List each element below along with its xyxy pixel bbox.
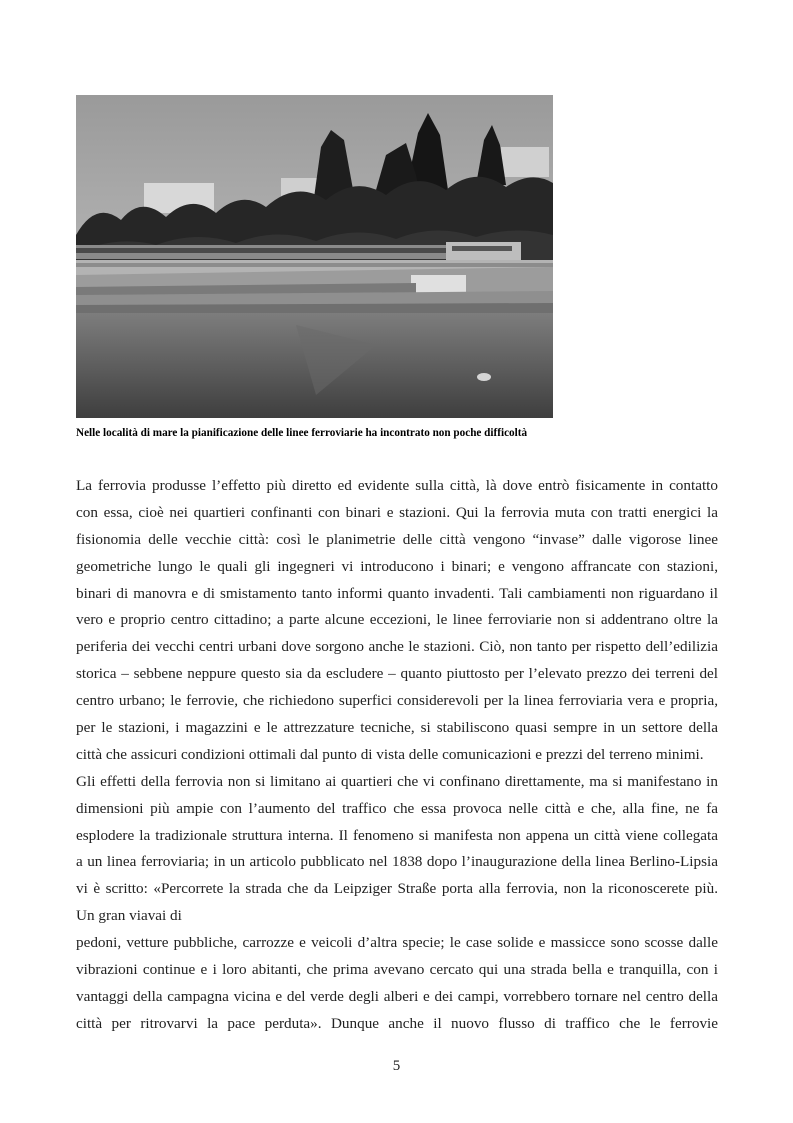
figure-caption: Nelle località di mare la pianificazione delle linee ferroviarie ha incontrato non poche difficoltà <box>76 427 528 439</box>
text-line: vi è scritto: «Percorrete la strada che da Leipziger Straße porta alla ferrovia, non la riconoscerete più. <box>76 881 718 898</box>
text-line: con essa, cioè nei quartieri confinanti con binari e stazioni. Qui la ferrovia muta con tratti energici la <box>76 504 718 521</box>
body-text <box>76 478 718 1043</box>
text-line: fisionomia delle vecchie città: così le planimetrie delle città vengono “invase” dalle vigorose linee <box>76 531 718 548</box>
text-line: La ferrovia produsse l’effetto più diretto ed evidente sulla città, là dove entrò fisicamente in contatto <box>76 478 718 494</box>
text-line: esplodere la tradizionale struttura interna. Il fenomeno si manifesta non appena un città viene collegata <box>76 827 718 844</box>
text-line: centro urbano; le ferrovie, che richiedono superfici considerevoli per la linea ferroviaria vera e propria, <box>76 693 718 710</box>
text-line: pedoni, vetture pubbliche, carrozze e veicoli d’altra specie; le case solide e massicce sono scosse dalle <box>76 935 718 952</box>
text-line: Gli effetti della ferrovia non si limitano ai quartieri che vi confinano direttamente, ma si manifestano in <box>76 773 718 790</box>
text-line: periferia dei vecchi centri urbani dove sorgono anche le stazioni. Ciò, non tanto per rispetto dell’edilizia <box>76 639 718 656</box>
text-line: a un linea ferroviaria; in un articolo pubblicato nel 1838 dopo l’inaugurazione della linea Berlino-Lipsia <box>76 854 718 871</box>
text-line: vantaggi della campagna vicina e del verde degli alberi e dei campi, vorrebbero tornare nel centro della <box>76 988 718 1005</box>
seaside-railway-photo <box>76 95 553 418</box>
text-line: Un gran viavai di <box>76 908 182 925</box>
text-line: storica – sebbene neppure questo sia da escludere – quanto piuttosto per l’elevato prezzo dei terreni del <box>76 666 718 683</box>
text-line: vibrazioni continue e i loro abitanti, che prima avevano cercato qui una strada bella e tranquilla, con i <box>76 962 718 979</box>
text-line: dimensioni più ampie con l’aumento del traffico che essa provoca nelle città e che, alla fine, ne fa <box>76 800 718 817</box>
text-line: per le stazioni, i magazzini e le attrezzature tecniche, si stabiliscono quasi sempre in un settore della <box>76 720 718 737</box>
text-line: città che assicuri condizioni ottimali dal punto di vista delle comunicazioni e prezzi del terreno minimi. <box>76 746 704 763</box>
text-line: vero e proprio centro cittadino; a parte alcune eccezioni, le linee ferroviarie non si addentrano oltre la <box>76 612 718 629</box>
text-line: binari di manovra e di smistamento tanto informi quanto invadenti. Tali cambiamenti non riguardano il <box>76 585 718 602</box>
text-line: città per ritrovarvi la pace perduta». Dunque anche il nuovo flusso di traffico che le ferrovie <box>76 1015 718 1032</box>
page-number: 5 <box>392 1058 401 1074</box>
text-line: geometriche lungo le quali gli ingegneri vi introducono i binari; e vengono affrancate con stazioni, <box>76 558 718 575</box>
